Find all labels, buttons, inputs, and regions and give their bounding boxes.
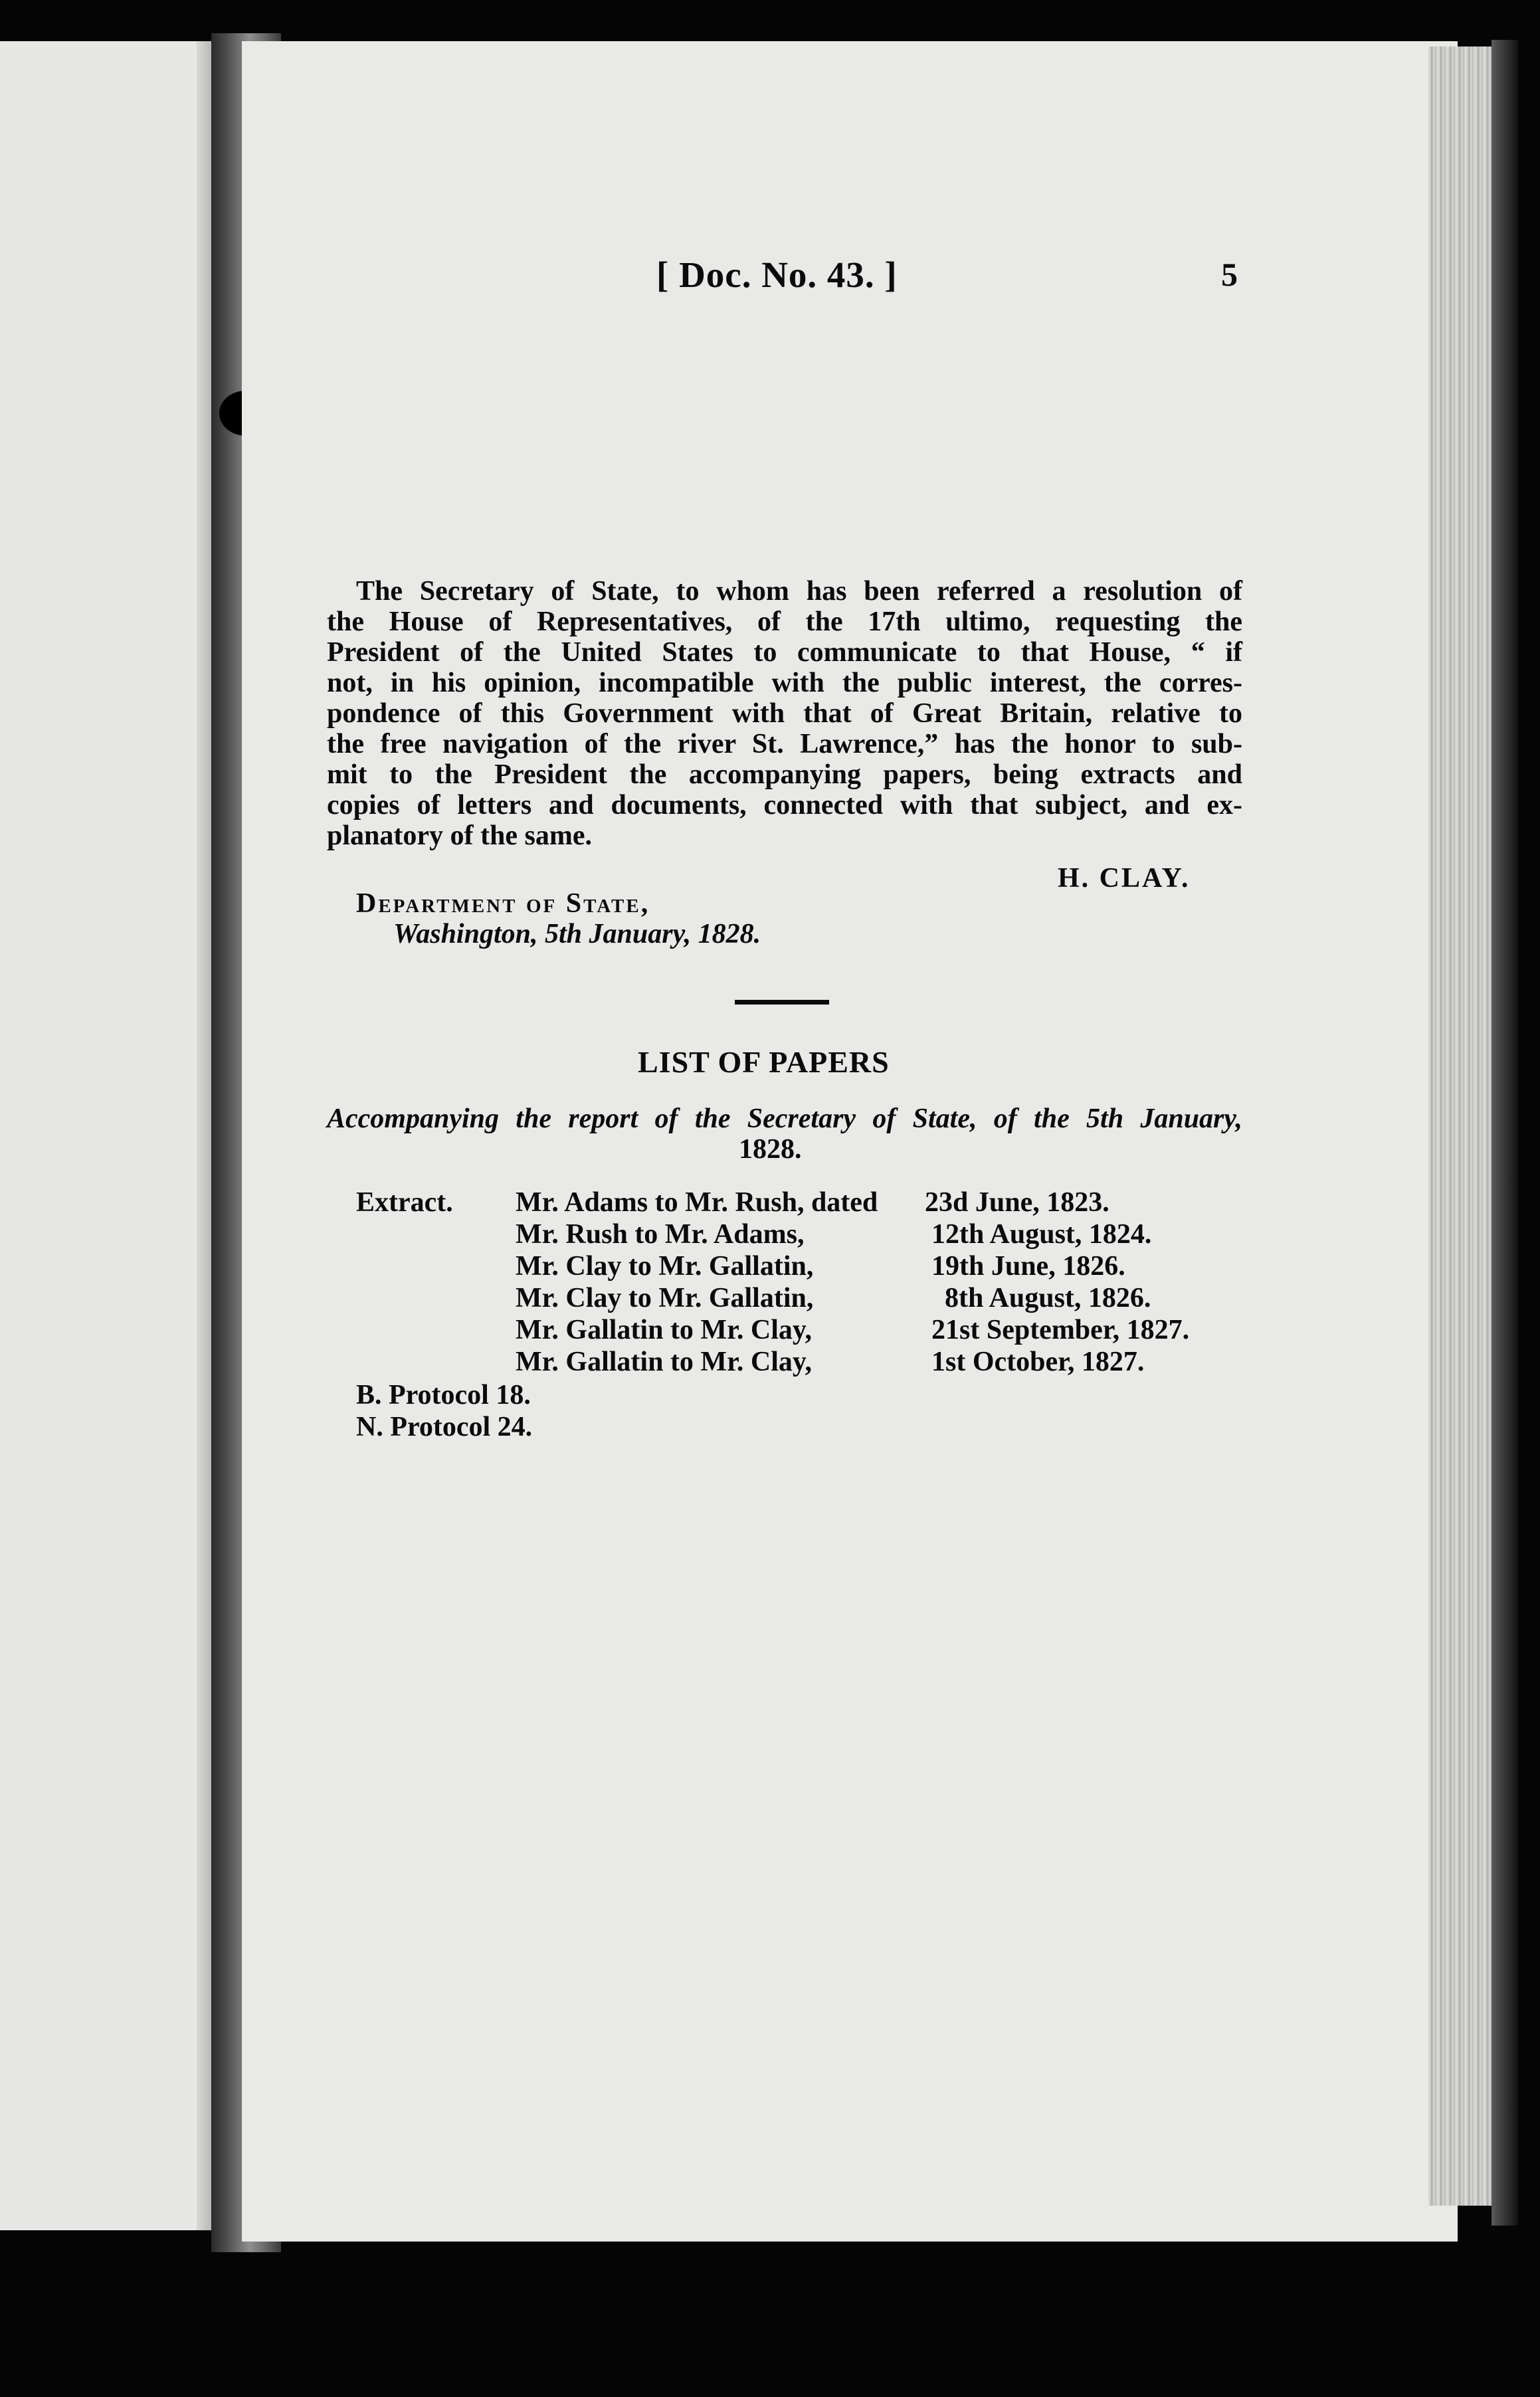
body-line: not, in his opinion, incompatible with the public interest, the corres- xyxy=(327,668,1242,698)
list-entry-correspondence: Mr. Clay to Mr. Gallatin, xyxy=(516,1283,814,1313)
body-line: The Secretary of State, to whom has been referred a resolution of xyxy=(356,576,1242,607)
list-entry-label: Extract. xyxy=(356,1187,453,1218)
body-line: the House of Representatives, of the 17th ultimo, requesting the xyxy=(327,607,1242,637)
page-stack-edge xyxy=(1428,47,1498,2206)
list-subtitle-year: 1828. xyxy=(739,1134,802,1165)
left-page-margin xyxy=(0,41,211,2230)
list-entry-correspondence: Mr. Adams to Mr. Rush, dated xyxy=(516,1187,878,1218)
doc-number-header: [ Doc. No. 43. ] xyxy=(656,254,898,295)
list-entry-correspondence: Mr. Gallatin to Mr. Clay, xyxy=(516,1315,813,1345)
body-line: copies of letters and documents, connected with that subject, and ex- xyxy=(327,790,1242,820)
body-line: the free navigation of the river St. Lawrence,” has the honor to sub- xyxy=(327,729,1242,759)
department-line: Department of State, xyxy=(356,888,650,919)
list-entry-date: 23d June, 1823. xyxy=(925,1187,1109,1218)
body-line: mit to the President the accompanying papers, being extracts and xyxy=(327,759,1242,790)
list-entry-date: 8th August, 1826. xyxy=(945,1283,1151,1313)
list-entry-date: 19th June, 1826. xyxy=(931,1251,1125,1282)
list-entry-correspondence: Mr. Clay to Mr. Gallatin, xyxy=(516,1251,814,1282)
date-line: Washington, 5th January, 1828. xyxy=(393,919,761,949)
list-subtitle: Accompanying the report of the Secretary of State, of the 5th January, xyxy=(327,1103,1242,1134)
list-entry-date: 12th August, 1824. xyxy=(931,1219,1152,1250)
page-edge-shadow xyxy=(1492,40,1518,2226)
list-entry-correspondence: Mr. Gallatin to Mr. Clay, xyxy=(516,1347,813,1377)
body-line: pondence of this Government with that of Great Britain, relative to xyxy=(327,698,1242,729)
body-line: President of the United States to communicate to that House, “ if xyxy=(327,637,1242,668)
list-entry-label: N. Protocol 24. xyxy=(356,1412,533,1442)
list-entry-label: B. Protocol 18. xyxy=(356,1380,531,1410)
section-divider xyxy=(735,1000,829,1005)
body-line: planatory of the same. xyxy=(327,820,592,851)
document-page xyxy=(242,41,1458,2242)
signature: H. CLAY. xyxy=(1058,863,1191,894)
page-number: 5 xyxy=(1221,256,1238,293)
list-entry-date: 21st September, 1827. xyxy=(931,1315,1190,1345)
list-entry-correspondence: Mr. Rush to Mr. Adams, xyxy=(516,1219,805,1250)
list-entry-date: 1st October, 1827. xyxy=(931,1347,1145,1377)
list-title: LIST OF PAPERS xyxy=(638,1045,890,1079)
